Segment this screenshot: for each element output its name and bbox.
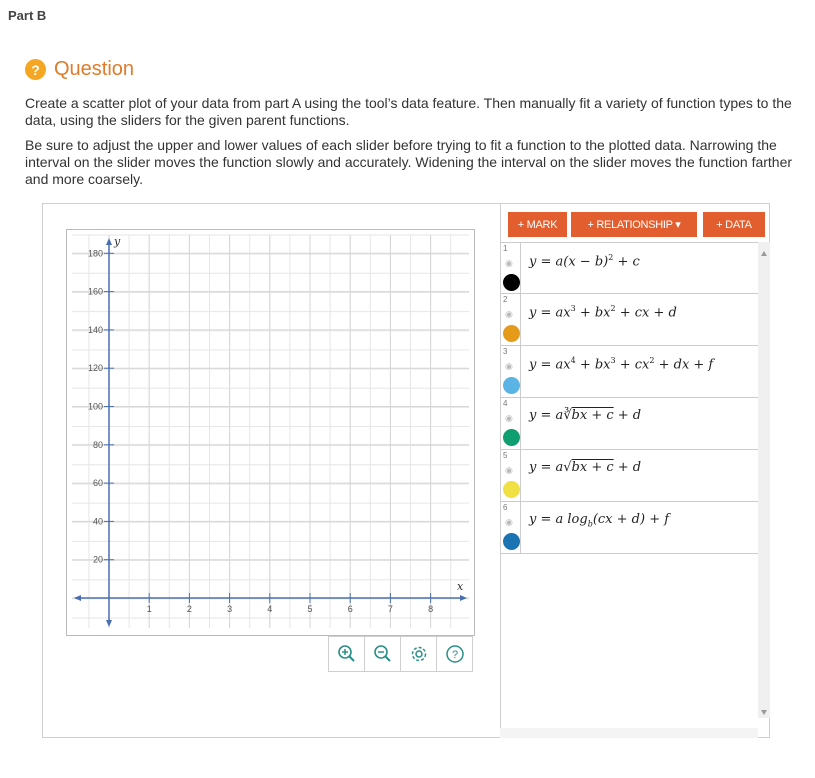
row-number: 4 xyxy=(503,399,508,408)
y-axis-label: y xyxy=(114,235,121,248)
y-tick-label: 80 xyxy=(92,439,103,450)
x-axis-label: x xyxy=(457,580,464,593)
graph-area[interactable] xyxy=(66,229,475,636)
settings-icon[interactable] xyxy=(400,636,437,672)
y-tick-label: 140 xyxy=(87,324,103,335)
y-tick-label: 20 xyxy=(92,554,103,565)
x-tick-label: 8 xyxy=(428,604,434,614)
function-row-3[interactable] xyxy=(501,346,759,398)
formula-cubic[interactable]: $y = ax^3 + bx^2$ + cx + d xyxy=(529,304,677,321)
svg-text:?: ? xyxy=(451,649,458,661)
x-tick-label: 1 xyxy=(146,604,152,614)
function-row-2[interactable] xyxy=(501,294,759,346)
coordinate-plane[interactable] xyxy=(67,230,474,635)
y-axis-arrow-up xyxy=(106,238,112,245)
y-tick-label: 160 xyxy=(87,286,103,297)
x-tick-label: 2 xyxy=(186,604,192,614)
y-axis-arrow-down xyxy=(106,620,112,627)
y-tick-label: 40 xyxy=(92,516,103,527)
add-data-button[interactable]: + DATA xyxy=(703,212,765,237)
color-swatch[interactable] xyxy=(503,533,520,550)
x-axis-arrow-right xyxy=(460,595,467,601)
x-tick-label: 3 xyxy=(227,604,233,614)
question-label: Question xyxy=(54,58,135,80)
question-header xyxy=(25,58,134,81)
scroll-down-icon[interactable] xyxy=(761,710,767,715)
function-list xyxy=(501,242,759,554)
add-relationship-button[interactable]: + RELATIONSHIP ▾ xyxy=(571,212,697,237)
visibility-eye-icon[interactable]: ◉ xyxy=(505,413,513,423)
instructions-paragraph-1: Create a scatter plot of your data from part A using the tool’s data feature. Then manually fit a variety of function types to the data, using the sliders for the given parent functions. xyxy=(25,95,792,128)
color-swatch[interactable] xyxy=(503,325,520,342)
instructions-paragraph-2: Be sure to adjust the upper and lower values of each slider before trying to fit a function to the plotted data. Narrowing the interval on the slider moves the function slowly and accurately. Widening the interval on the slider moves the function farther and more coarsely. xyxy=(25,137,793,187)
visibility-eye-icon[interactable]: ◉ xyxy=(505,258,513,268)
horizontal-scrollbar[interactable] xyxy=(500,728,758,738)
formula-cube-root[interactable]: y = a∛bx + c + d xyxy=(529,408,642,423)
x-tick-label: 4 xyxy=(267,604,273,614)
part-title: Part B xyxy=(8,8,47,23)
function-row-4[interactable] xyxy=(501,398,759,450)
panel-toolbar xyxy=(508,212,769,237)
x-tick-label: 5 xyxy=(307,604,313,614)
formula-square-root[interactable]: y = a√bx + c + d xyxy=(529,460,642,475)
row-number: 5 xyxy=(503,451,508,460)
zoom-out-icon[interactable] xyxy=(364,636,401,672)
add-mark-button[interactable]: + MARK xyxy=(508,212,567,237)
help-icon[interactable] xyxy=(436,636,473,672)
visibility-eye-icon[interactable]: ◉ xyxy=(505,517,513,527)
row-number: 1 xyxy=(503,244,508,253)
formula-quartic[interactable]: $y = ax^4 + bx^3 + cx^2$ + dx + f xyxy=(529,356,714,373)
formula-quadratic[interactable]: $y = a(x - b)^2 + c$ xyxy=(529,253,640,270)
function-row-1[interactable] xyxy=(501,242,759,294)
scroll-up-icon[interactable] xyxy=(761,251,767,256)
row-number: 6 xyxy=(503,503,508,512)
y-tick-label: 60 xyxy=(92,478,103,489)
x-tick-label: 6 xyxy=(347,604,353,614)
function-panel xyxy=(500,204,770,738)
visibility-eye-icon[interactable]: ◉ xyxy=(505,361,513,371)
y-tick-label: 180 xyxy=(87,248,103,259)
vertical-scrollbar[interactable] xyxy=(758,242,770,718)
function-row-6[interactable] xyxy=(501,502,759,554)
formula-logarithmic[interactable]: y = a $\log_b(cx + d) + f$ xyxy=(529,512,670,529)
y-tick-label: 100 xyxy=(87,401,103,412)
visibility-eye-icon[interactable]: ◉ xyxy=(505,465,513,475)
color-swatch[interactable] xyxy=(503,377,520,394)
y-tick-label: 120 xyxy=(87,363,103,374)
row-number: 2 xyxy=(503,295,508,304)
color-swatch[interactable] xyxy=(503,429,520,446)
question-icon: ? xyxy=(25,59,46,80)
color-swatch[interactable] xyxy=(503,274,520,291)
row-number: 3 xyxy=(503,347,508,356)
x-axis-arrow-left xyxy=(74,595,81,601)
function-row-5[interactable] xyxy=(501,450,759,502)
zoom-in-icon[interactable] xyxy=(328,636,365,672)
x-tick-label: 7 xyxy=(387,604,393,614)
zoom-toolbar xyxy=(329,636,473,672)
visibility-eye-icon[interactable]: ◉ xyxy=(505,309,513,319)
color-swatch[interactable] xyxy=(503,481,520,498)
